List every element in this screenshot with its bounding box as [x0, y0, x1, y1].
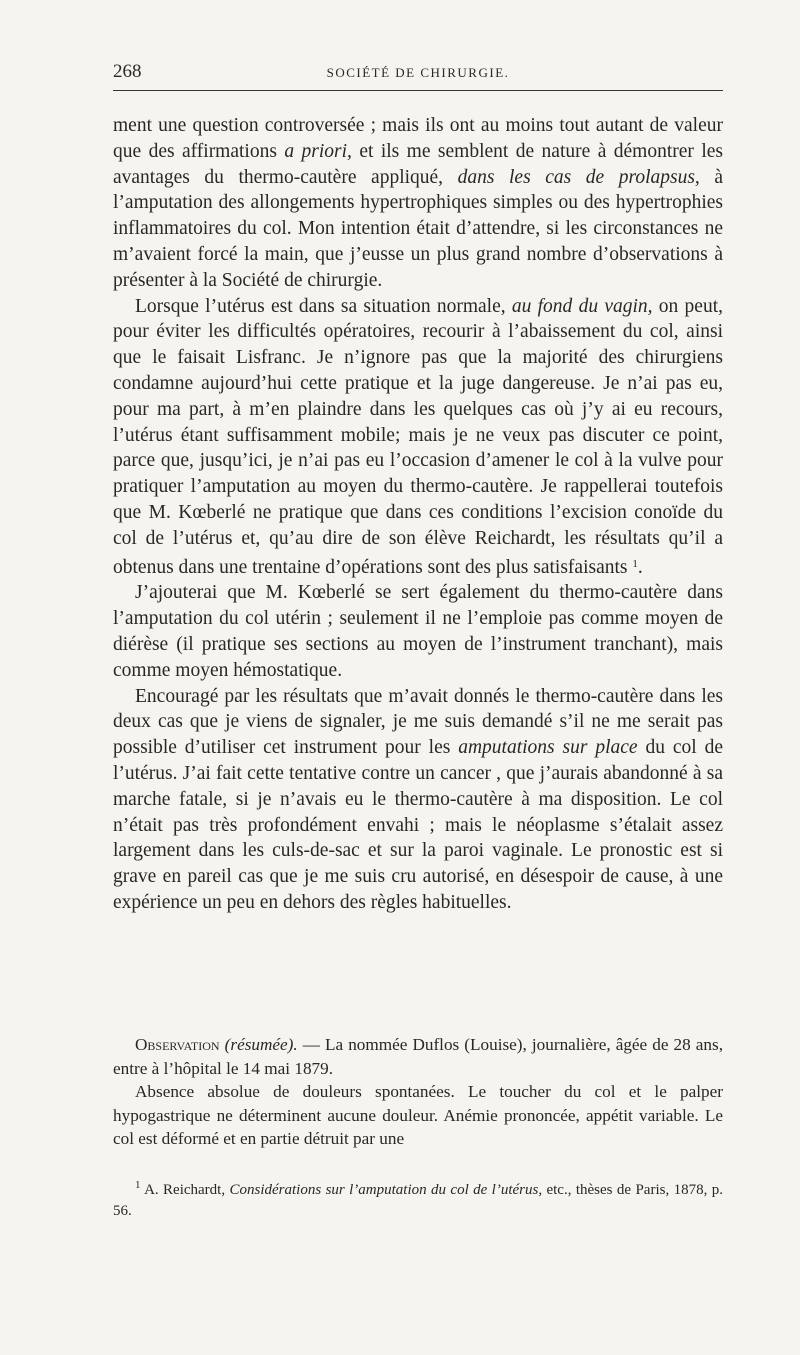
italic-run: a priori, — [284, 140, 352, 162]
footnote-text — [113, 1175, 723, 1222]
text-run: . — [637, 556, 643, 578]
paragraph-1 — [113, 113, 723, 294]
paragraph-4 — [113, 684, 723, 916]
text-run: à l’amputation des allongements hypertrophiques simples ou des hypertrophies inflammatoires du col. Mon intention était d’attendre, si les circonstances ne m’avaient forcé la main, que j’eusse un plus grand nombre d’observations à présenter à la Société de chirurgie. — [113, 166, 724, 291]
running-title: SOCIÉTÉ DE CHIRURGIE. — [326, 65, 510, 80]
footnote — [113, 1175, 723, 1222]
text-run: et ils me semblent de nature à démontrer les avantages du thermo-cautère appliqué, — [113, 140, 723, 188]
italic-run: Considérations sur l’amputation du col de l’utérus, — [229, 1182, 543, 1198]
observation-label: Observation — [135, 1035, 220, 1054]
italic-run: dans les cas de prolapsus, — [457, 166, 700, 188]
footnote-reference: 1 — [632, 557, 638, 570]
footnote-marker: 1 — [135, 1179, 141, 1191]
observation-paragraph-2: Absence absolue de douleurs spontanées. Le toucher du col et le palper hypogastrique ne déterminent aucune douleur. Anémie prononcée, appétit variable. Le col est déformé et en partie détruit par une — [113, 1082, 723, 1149]
observation-paragraph-1 — [113, 1033, 723, 1080]
observation-section — [113, 1033, 723, 1151]
main-text — [113, 113, 723, 916]
text-run: A. Reichardt, — [140, 1182, 230, 1198]
text-run: Lorsque l’utérus est dans sa situation normale, — [135, 295, 512, 317]
text-run: Encouragé par les résultats que m’avait donnés le thermo-cautère dans les deux cas que je viens de signaler, je me suis demandé s’il ne me serait pas possible d’utiliser cet instrument pour les — [113, 685, 723, 759]
text-run: du col de l’utérus. J’ai fait cette tentative contre un cancer , que j’aurais abandonné à sa marche fatale, si je n’avais eu le thermo-cautère à ma disposition. Le col n’était pas très profondément envahi ; mais le néoplasme s’étalait assez largement dans les culs-de-sac et sur la paroi vaginale. Le pronostic est si grave en pareil cas que je me suis cru autorisé, en désespoir de cause, à une expérience un peu en dehors des règles habituelles. — [113, 737, 723, 913]
page-header — [113, 56, 723, 91]
text-run: ment une question controversée ; mais ils ont au moins tout autant de valeur que des affirmations — [113, 115, 723, 162]
text-run: on peut, pour éviter les difficultés opératoires, recourir à l’abaissement du col, ainsi que le faisait Lisfranc. Je n’ignore pas que la majorité des chirurgiens condamne aujourd’hui cette pratique et la juge dangereuse. Je n’ai pas eu, pour ma part, à m’en plaindre dans les quelques cas où j’y ai eu recours, l’utérus étant suffisamment mobile; mais je ne veux pas discuter ce point, parce que, jusqu’ici, je n’ai pas eu l’occasion d’amener le col à la vulve pour pratiquer l’amputation au moyen du thermo-cautère. Je rappellerai toutefois que M. Kœberlé ne pratique que dans ces conditions l’excision conoïde du col de l’utérus et, qu’au dire de son élève Reichardt, les résultats qu’il a obtenus dans une trentaine d’opérations sont des plus satisfaisants — [113, 295, 723, 578]
paragraph-3: J’ajouterai que M. Kœberlé se sert également du thermo-cautère dans l’amputation du col utérin ; seulement il ne l’emploie pas comme moyen de diérèse (il pratique ses sections au moyen de l’instrument tranchant), mais comme moyen hémostatique. — [113, 582, 723, 681]
text-run: — La nommée Duflos (Louise), journalière, âgée de 28 ans, entre à l’hôpital le 14 mai 1879. — [113, 1035, 723, 1078]
italic-run: amputations sur place — [458, 737, 638, 759]
paragraph-2 — [113, 294, 723, 581]
page-number: 268 — [113, 61, 142, 82]
italic-run: au fond du vagin, — [511, 295, 653, 317]
text-run: etc., thèses de Paris, 1878, p. 56. — [113, 1182, 723, 1219]
italic-run: (résumée). — [224, 1035, 298, 1054]
